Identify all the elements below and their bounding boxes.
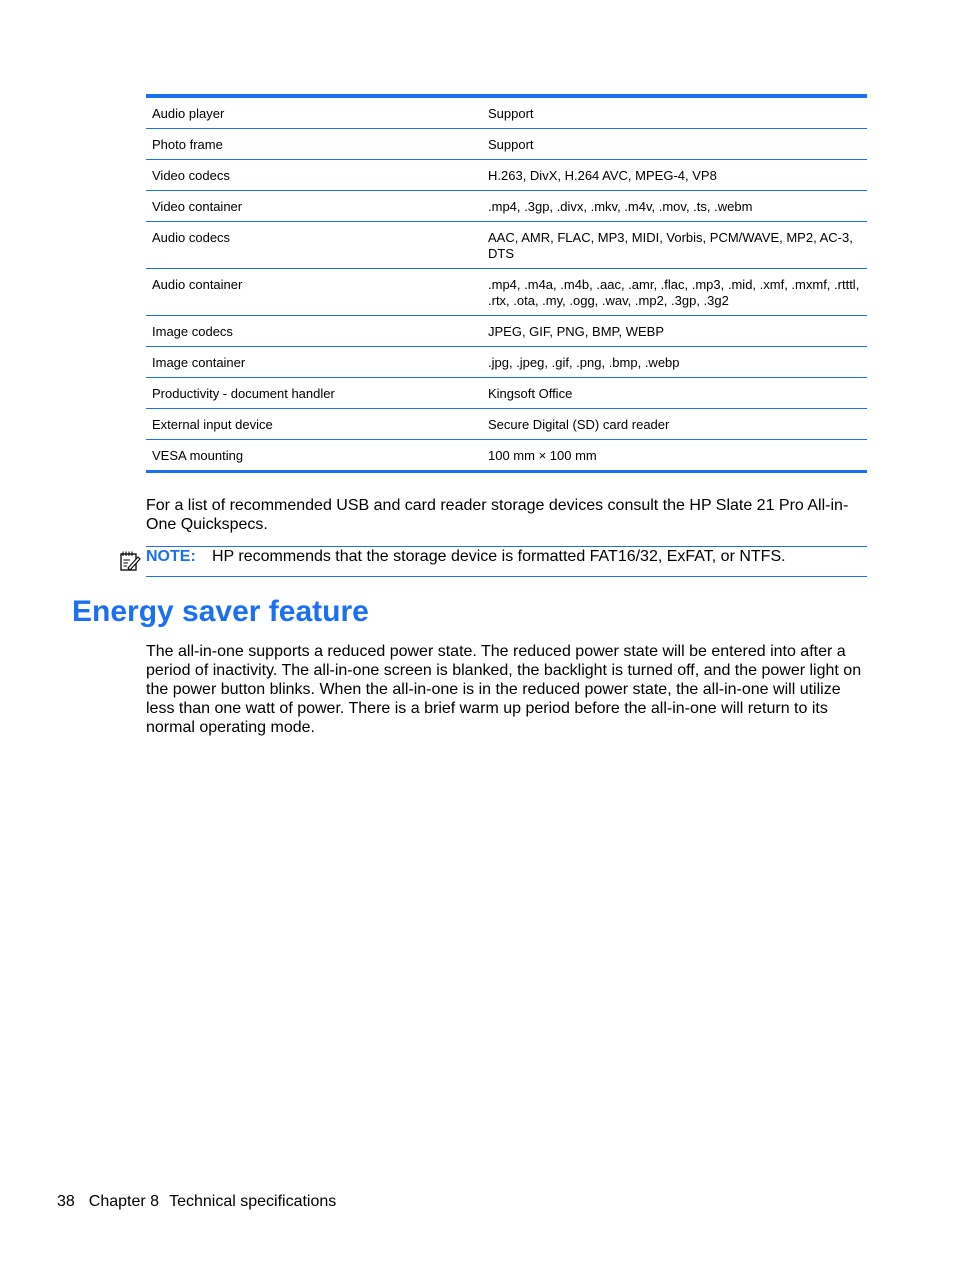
spec-label: Video container xyxy=(146,191,482,222)
note-label: NOTE: xyxy=(146,548,196,565)
spec-value: .mp4, .m4a, .m4b, .aac, .amr, .flac, .mp3, .mid, .xmf, .mxmf, .rtttl, .rtx, .ota, .my, .ogg, .wav, .mp2, .3gp, .3g2 xyxy=(482,269,867,316)
table-row xyxy=(146,129,867,160)
spec-label: Video codecs xyxy=(146,160,482,191)
spec-label: External input device xyxy=(146,409,482,440)
page-footer xyxy=(57,1192,350,1211)
table-row xyxy=(146,269,867,316)
section-heading: Energy saver feature xyxy=(72,595,369,628)
note-icon xyxy=(119,550,141,572)
spec-label: Image codecs xyxy=(146,316,482,347)
table-row xyxy=(146,160,867,191)
spec-label: Audio codecs xyxy=(146,222,482,269)
spec-value: AAC, AMR, FLAC, MP3, MIDI, Vorbis, PCM/WAVE, MP2, AC-3, DTS xyxy=(482,222,867,269)
spec-value: .mp4, .3gp, .divx, .mkv, .m4v, .mov, .ts, .webm xyxy=(482,191,867,222)
spec-value: .jpg, .jpeg, .gif, .png, .bmp, .webp xyxy=(482,347,867,378)
spec-label: Audio container xyxy=(146,269,482,316)
spec-value: H.263, DivX, H.264 AVC, MPEG-4, VP8 xyxy=(482,160,867,191)
table-row xyxy=(146,316,867,347)
chapter-label: Chapter 8 xyxy=(88,1193,160,1210)
table-row xyxy=(146,222,867,269)
spec-label: Photo frame xyxy=(146,129,482,160)
page-number: 38 xyxy=(57,1193,75,1210)
spec-label: Audio player xyxy=(146,96,482,129)
intro-paragraph: For a list of recommended USB and card reader storage devices consult the HP Slate 21 Pro All-in-One Quickspecs. xyxy=(146,497,849,533)
table-row xyxy=(146,347,867,378)
spec-label: VESA mounting xyxy=(152,448,244,463)
note-box xyxy=(146,546,867,577)
spec-value: Support xyxy=(482,129,867,160)
table-row xyxy=(146,191,867,222)
spec-value: Kingsoft Office xyxy=(482,378,867,409)
chapter-title: Technical specifications xyxy=(169,1193,337,1210)
table-row xyxy=(146,409,867,440)
spec-table-body xyxy=(146,96,867,472)
spec-value: 100 mm × 100 mm xyxy=(488,448,597,463)
spec-label: Image container xyxy=(146,347,482,378)
table-row xyxy=(146,378,867,409)
section-body: The all-in-one supports a reduced power state. The reduced power state will be entered into after a period of inactivity. The all-in-one screen is blanked, the backlight is turned off, and the power light on the power button blinks. When the all-in-one is in the reduced power state, the all-in-one will utilize less than one watt of power. There is a brief warm up period before the all-in-one will return to its normal operating mode. xyxy=(146,643,862,736)
spec-value: Secure Digital (SD) card reader xyxy=(482,409,867,440)
note-text: HP recommends that the storage device is formatted FAT16/32, ExFAT, or NTFS. xyxy=(212,548,786,565)
spec-table xyxy=(146,94,867,473)
spec-value: JPEG, GIF, PNG, BMP, WEBP xyxy=(482,316,867,347)
table-row xyxy=(146,440,867,472)
table-row xyxy=(146,96,867,129)
spec-value: Support xyxy=(482,96,867,129)
spec-label: Productivity - document handler xyxy=(146,378,482,409)
